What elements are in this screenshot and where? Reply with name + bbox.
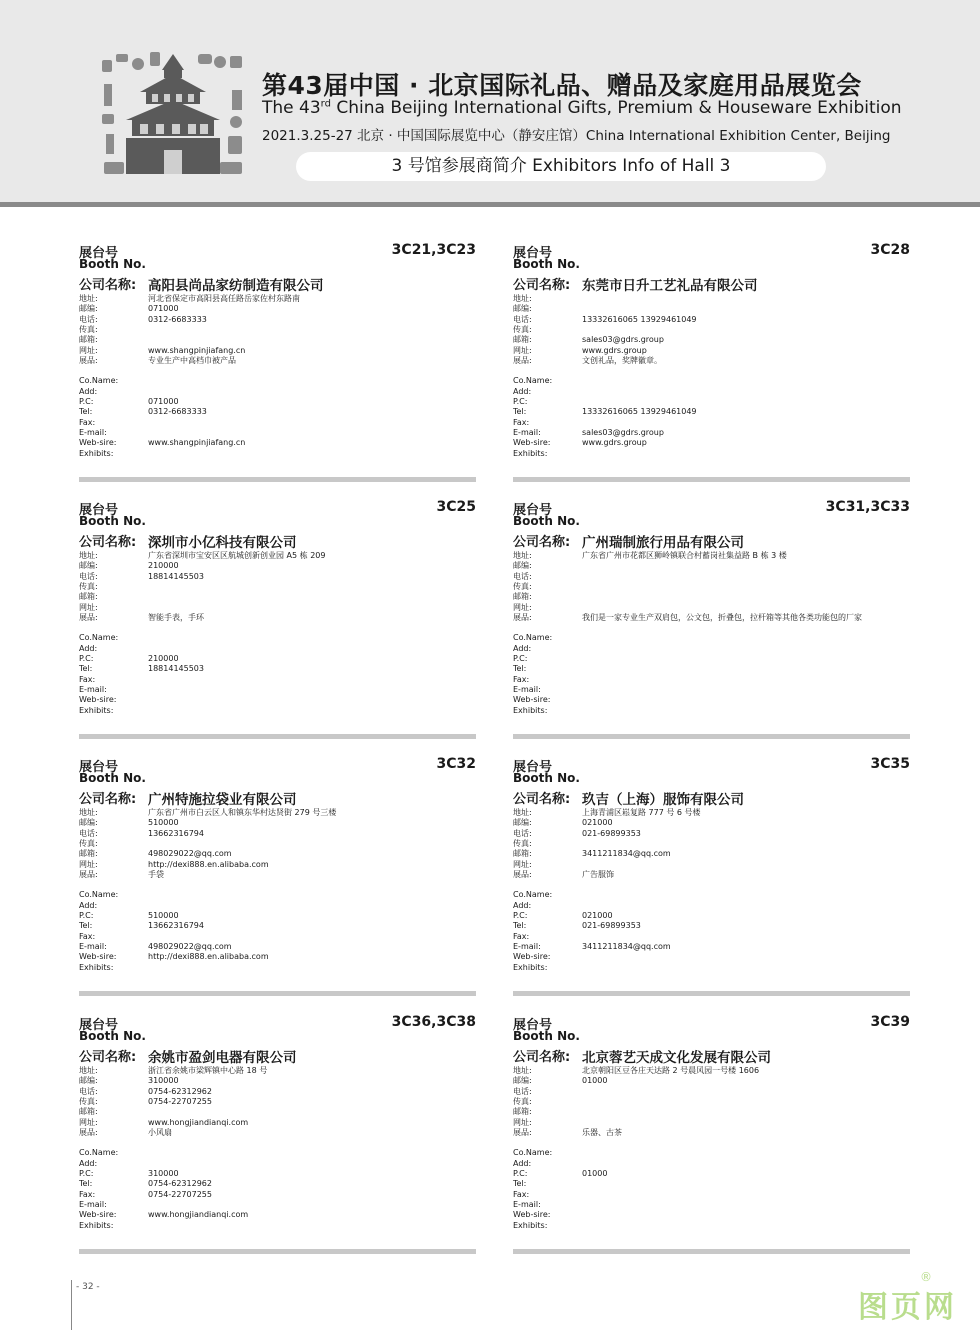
postcode-cn: 071000 [148, 304, 179, 314]
postcode-en: 01000 [582, 1169, 608, 1179]
field-label: Exhibits: [79, 448, 114, 458]
field-label: 传真: [513, 1097, 532, 1107]
field-label: Add: [79, 1158, 98, 1168]
postcode-cn: 01000 [582, 1076, 608, 1086]
page-number: - 32 - [76, 1282, 100, 1292]
website-cn: www.gdrs.group [582, 345, 647, 355]
field-label: 地址: [513, 294, 532, 303]
card-divider [79, 734, 476, 739]
field-label: Fax: [79, 417, 96, 427]
booth-number: 3C28 [870, 242, 910, 258]
field-label: P.C: [79, 911, 94, 921]
field-label: 邮编: [79, 561, 98, 571]
booth-label-en: Booth No. [79, 1029, 146, 1043]
field-label: 传真: [79, 582, 98, 592]
field-label: 邮编: [79, 1076, 98, 1086]
header-banner [0, 0, 980, 202]
booth-label-en: Booth No. [513, 514, 580, 528]
field-label: P.C: [513, 397, 528, 407]
field-label: 展品: [79, 356, 98, 366]
field-label: 邮箱: [513, 1107, 532, 1117]
email-en: 3411211834@qq.com [582, 942, 671, 952]
company-name: 广州特施拉袋业有限公司 [148, 792, 297, 808]
field-label: Co.Name: [513, 376, 553, 386]
company-label: 公司名称: [79, 535, 137, 550]
phone-cn: 0754-62312962 [148, 1086, 212, 1096]
field-label: P.C: [79, 1169, 94, 1179]
card-divider [79, 991, 476, 996]
field-label: 网址: [79, 602, 98, 612]
exhibitor-card [79, 499, 476, 749]
field-label: 邮箱: [513, 335, 532, 345]
hall-title: 3 号馆参展商简介 Exhibitors Info of Hall 3 [296, 152, 826, 181]
field-label: 电话: [79, 571, 98, 581]
field-label: 地址: [79, 294, 98, 303]
field-label: 网址: [513, 345, 532, 355]
booth-number: 3C21,3C23 [391, 242, 476, 258]
field-label: 邮箱: [79, 592, 98, 602]
postcode-en: 021000 [582, 911, 613, 921]
booth-label-en: Booth No. [79, 514, 146, 528]
field-label: 地址: [513, 551, 532, 560]
field-label: Add: [79, 643, 98, 653]
field-label: Tel: [79, 664, 93, 674]
field-label: Fax: [79, 674, 96, 684]
field-label: Add: [513, 1158, 532, 1168]
email-en: sales03@gdrs.group [582, 428, 664, 438]
phone-cn: 13662316794 [148, 828, 204, 838]
postcode-cn: 510000 [148, 818, 179, 828]
booth-label-cn: 展台号 [79, 760, 119, 775]
field-label: Co.Name: [513, 633, 553, 643]
field-label: Co.Name: [79, 376, 119, 386]
company-label: 公司名称: [79, 278, 137, 293]
exhibits-cn: 乐器、古茶 [582, 1128, 622, 1138]
contact-fields [513, 294, 910, 459]
exhibits-cn: 专业生产中高档巾被产品 [148, 356, 236, 366]
contact-fields [513, 808, 910, 973]
contact-fields [79, 294, 476, 459]
field-label: Tel: [79, 407, 93, 417]
field-label: E-mail: [79, 685, 107, 695]
field-label: Tel: [513, 407, 527, 417]
booth-number: 3C31,3C33 [825, 499, 910, 515]
field-label: P.C: [79, 397, 94, 407]
exhibits-cn: 小风扇 [148, 1128, 172, 1138]
contact-fields [513, 551, 910, 716]
field-label: 展品: [513, 613, 532, 623]
website-cn: www.shangpinjiafang.cn [148, 345, 246, 355]
field-label: Co.Name: [79, 1148, 119, 1158]
card-divider [513, 477, 910, 482]
email-cn: sales03@gdrs.group [582, 335, 664, 345]
card-divider [513, 734, 910, 739]
booth-number: 3C32 [436, 756, 476, 772]
field-label: Fax: [513, 931, 530, 941]
field-label: E-mail: [79, 942, 107, 952]
card-divider [79, 477, 476, 482]
email-en: 498029022@qq.com [148, 942, 232, 952]
field-label: 邮箱: [79, 335, 98, 345]
field-label: 电话: [79, 1086, 98, 1096]
booth-label-cn: 展台号 [513, 246, 553, 261]
field-label: 传真: [513, 325, 532, 335]
field-label: Exhibits: [513, 705, 548, 715]
field-label: Fax: [79, 931, 96, 941]
field-label: 展品: [513, 1128, 532, 1138]
exhibitor-card [79, 1014, 476, 1264]
field-label: Web-sire: [79, 952, 117, 962]
phone-en: 18814145503 [148, 664, 204, 674]
company-name: 高阳县尚品家纺制造有限公司 [148, 278, 324, 294]
field-label: Web-sire: [513, 438, 551, 448]
field-label: Exhibits: [513, 962, 548, 972]
field-label: 网址: [513, 859, 532, 869]
field-label: E-mail: [79, 428, 107, 438]
field-label: 展品: [79, 1128, 98, 1138]
field-label: E-mail: [513, 1200, 541, 1210]
field-label: 邮编: [79, 304, 98, 314]
field-label: 地址: [79, 1066, 98, 1075]
website-en: http://dexi888.en.alibaba.com [148, 952, 269, 962]
postcode-en: 210000 [148, 654, 179, 664]
booth-label-cn: 展台号 [513, 760, 553, 775]
field-label: Web-sire: [79, 1210, 117, 1220]
phone-cn: 18814145503 [148, 571, 204, 581]
booth-label-cn: 展台号 [79, 503, 119, 518]
website-en: www.shangpinjiafang.cn [148, 438, 246, 448]
field-label: E-mail: [513, 685, 541, 695]
field-label: Add: [513, 900, 532, 910]
contact-fields [513, 1066, 910, 1231]
field-label: 地址: [513, 1066, 532, 1075]
address-cn: 广东省广州市花都区狮岭镇联合村蓄岗社集益路 B 栋 3 楼 [582, 551, 787, 560]
address-cn: 河北省保定市高阳县高任路岳家佐村东路南 [148, 294, 300, 303]
contact-fields [79, 1066, 476, 1231]
field-label: 邮箱: [513, 849, 532, 859]
field-label: 展品: [513, 356, 532, 366]
booth-label-cn: 展台号 [79, 246, 119, 261]
field-label: Co.Name: [79, 633, 119, 643]
field-label: 邮编: [513, 304, 532, 314]
website-cn: http://dexi888.en.alibaba.com [148, 859, 269, 869]
watermark: 图页网 [858, 1290, 957, 1325]
field-label: Exhibits: [79, 705, 114, 715]
field-label: Tel: [513, 921, 527, 931]
field-label: 电话: [79, 314, 98, 324]
field-label: 传真: [79, 325, 98, 335]
field-label: 邮编: [513, 561, 532, 571]
field-label: Fax: [513, 417, 530, 427]
field-label: P.C: [513, 654, 528, 664]
field-label: 网址: [79, 859, 98, 869]
field-label: 网址: [79, 1117, 98, 1127]
phone-en: 13332616065 13929461049 [582, 407, 697, 417]
phone-cn: 0312-6683333 [148, 314, 207, 324]
company-label: 公司名称: [79, 1050, 137, 1065]
company-label: 公司名称: [79, 792, 137, 807]
exhibits-cn: 手袋 [148, 870, 164, 880]
company-name: 余姚市盈剑电器有限公司 [148, 1050, 297, 1066]
field-label: Exhibits: [513, 1220, 548, 1230]
booth-label-en: Booth No. [513, 1029, 580, 1043]
field-label: Web-sire: [513, 1210, 551, 1220]
postcode-en: 310000 [148, 1169, 179, 1179]
field-label: Web-sire: [513, 952, 551, 962]
field-label: P.C: [513, 1169, 528, 1179]
field-label: P.C: [79, 654, 94, 664]
booth-label-cn: 展台号 [513, 1018, 553, 1033]
exhibits-cn: 广告服饰 [582, 870, 614, 880]
field-label: 展品: [79, 870, 98, 880]
field-label: Tel: [79, 921, 93, 931]
registered-mark: ® [920, 1270, 932, 1284]
field-label: 邮箱: [79, 1107, 98, 1117]
field-label: 传真: [79, 1097, 98, 1107]
contact-fields [79, 551, 476, 716]
card-divider [79, 1249, 476, 1254]
exhibition-date-venue: 2021.3.25-27 北京 · 中国国际展览中心（静安庄馆）China International Exhibition Center, Beijing [262, 128, 891, 144]
field-label: Add: [513, 386, 532, 396]
field-label: 邮编: [513, 818, 532, 828]
contact-fields [79, 808, 476, 973]
booth-number: 3C36,3C38 [391, 1014, 476, 1030]
field-label: Exhibits: [513, 448, 548, 458]
phone-en: 0312-6683333 [148, 407, 207, 417]
booth-label-en: Booth No. [79, 771, 146, 785]
field-label: 传真: [513, 839, 532, 849]
exhibits-cn: 我们是一家专业生产双肩包，公文包，折叠包，拉杆箱等其他各类功能包的厂家 [582, 613, 862, 623]
booth-label-en: Booth No. [513, 257, 580, 271]
field-label: 地址: [513, 808, 532, 817]
company-label: 公司名称: [513, 535, 571, 550]
field-label: 邮箱: [513, 592, 532, 602]
phone-cn: 021-69899353 [582, 828, 641, 838]
booth-number: 3C25 [436, 499, 476, 515]
field-label: Co.Name: [513, 1148, 553, 1158]
field-label: 地址: [79, 808, 98, 817]
field-label: Fax: [513, 1189, 530, 1199]
exhibition-title-cn: 第43届中国 · 北京国际礼品、赠品及家庭用品展览会 [262, 71, 862, 100]
field-label: 电话: [513, 828, 532, 838]
address-cn: 上海青浦区崧复路 777 号 6 号楼 [582, 808, 701, 817]
company-name: 玖吉（上海）服饰有限公司 [582, 792, 744, 808]
exhibition-title-en: The 43rd China Beijing International Gifts, Premium & Houseware Exhibition [262, 98, 902, 118]
booth-label-en: Booth No. [513, 771, 580, 785]
field-label: Fax: [513, 674, 530, 684]
field-label: 展品: [79, 613, 98, 623]
field-label: 传真: [513, 582, 532, 592]
address-cn: 北京朝阳区豆各庄天达路 2 号晨风园一号楼 1606 [582, 1066, 760, 1075]
field-label: 电话: [513, 314, 532, 324]
booth-label-cn: 展台号 [79, 1018, 119, 1033]
field-label: Add: [79, 900, 98, 910]
field-label: Web-sire: [79, 438, 117, 448]
field-label: Exhibits: [79, 962, 114, 972]
company-label: 公司名称: [513, 792, 571, 807]
field-label: 邮编: [513, 1076, 532, 1086]
postcode-cn: 310000 [148, 1076, 179, 1086]
website-en: www.gdrs.group [582, 438, 647, 448]
field-label: 电话: [513, 1086, 532, 1096]
address-cn: 浙江省余姚市梁辉镇中心路 18 号 [148, 1066, 268, 1075]
field-label: 网址: [513, 602, 532, 612]
field-label: Tel: [513, 664, 527, 674]
booth-number: 3C35 [870, 756, 910, 772]
postcode-en: 071000 [148, 397, 179, 407]
field-label: 电话: [79, 828, 98, 838]
company-name: 广州瑞制旅行用品有限公司 [582, 535, 744, 551]
field-label: E-mail: [513, 942, 541, 952]
field-label: Tel: [513, 1179, 527, 1189]
company-name: 北京蓉艺天成文化发展有限公司 [582, 1050, 771, 1066]
field-label: 网址: [513, 1117, 532, 1127]
email-cn: 3411211834@qq.com [582, 849, 671, 859]
exhibitor-card [513, 499, 910, 749]
field-label: 邮编: [79, 818, 98, 828]
field-label: Co.Name: [79, 890, 119, 900]
field-label: E-mail: [513, 428, 541, 438]
field-label: Tel: [79, 1179, 93, 1189]
exhibits-cn: 文创礼品，奖牌徽章。 [582, 356, 662, 366]
booth-label-cn: 展台号 [513, 503, 553, 518]
exhibitor-card [513, 242, 910, 492]
company-label: 公司名称: [513, 278, 571, 293]
field-label: E-mail: [79, 1200, 107, 1210]
field-label: Add: [79, 386, 98, 396]
field-label: Co.Name: [513, 890, 553, 900]
phone-cn: 13332616065 13929461049 [582, 314, 697, 324]
field-label: Web-sire: [79, 695, 117, 705]
card-divider [513, 991, 910, 996]
field-label: P.C: [513, 911, 528, 921]
page-margin-mark [71, 1280, 72, 1330]
exhibitor-card [79, 756, 476, 1006]
booth-number: 3C39 [870, 1014, 910, 1030]
card-divider [513, 1249, 910, 1254]
company-name: 东莞市日升工艺礼品有限公司 [582, 278, 758, 294]
phone-en: 13662316794 [148, 921, 204, 931]
postcode-cn: 210000 [148, 561, 179, 571]
postcode-cn: 021000 [582, 818, 613, 828]
exhibition-logo-icon [100, 50, 246, 178]
company-label: 公司名称: [513, 1050, 571, 1065]
field-label: 邮箱: [79, 849, 98, 859]
exhibitor-card [513, 756, 910, 1006]
phone-en: 0754-62312962 [148, 1179, 212, 1189]
exhibits-cn: 智能手表，手环 [148, 613, 204, 623]
field-label: Add: [513, 643, 532, 653]
field-label: 展品: [513, 870, 532, 880]
address-cn: 广东省深圳市宝安区区航城创新创业园 A5 栋 209 [148, 551, 326, 560]
exhibitor-card [79, 242, 476, 492]
field-label: 电话: [513, 571, 532, 581]
website-en: www.hongjiandianqi.com [148, 1210, 249, 1220]
company-name: 深圳市小亿科技有限公司 [148, 535, 297, 551]
phone-en: 021-69899353 [582, 921, 641, 931]
field-label: Fax: [79, 1189, 96, 1199]
fax-cn: 0754-22707255 [148, 1097, 212, 1107]
booth-label-en: Booth No. [79, 257, 146, 271]
field-label: 地址: [79, 551, 98, 560]
postcode-en: 510000 [148, 911, 179, 921]
field-label: 网址: [79, 345, 98, 355]
website-cn: www.hongjiandianqi.com [148, 1117, 249, 1127]
email-cn: 498029022@qq.com [148, 849, 232, 859]
field-label: 传真: [79, 839, 98, 849]
address-cn: 广东省广州市白云区人和镇东华村达贤街 279 号三楼 [148, 808, 337, 817]
field-label: Web-sire: [513, 695, 551, 705]
field-label: Exhibits: [79, 1220, 114, 1230]
header-divider [0, 202, 980, 207]
fax-en: 0754-22707255 [148, 1189, 212, 1199]
exhibitor-card [513, 1014, 910, 1264]
